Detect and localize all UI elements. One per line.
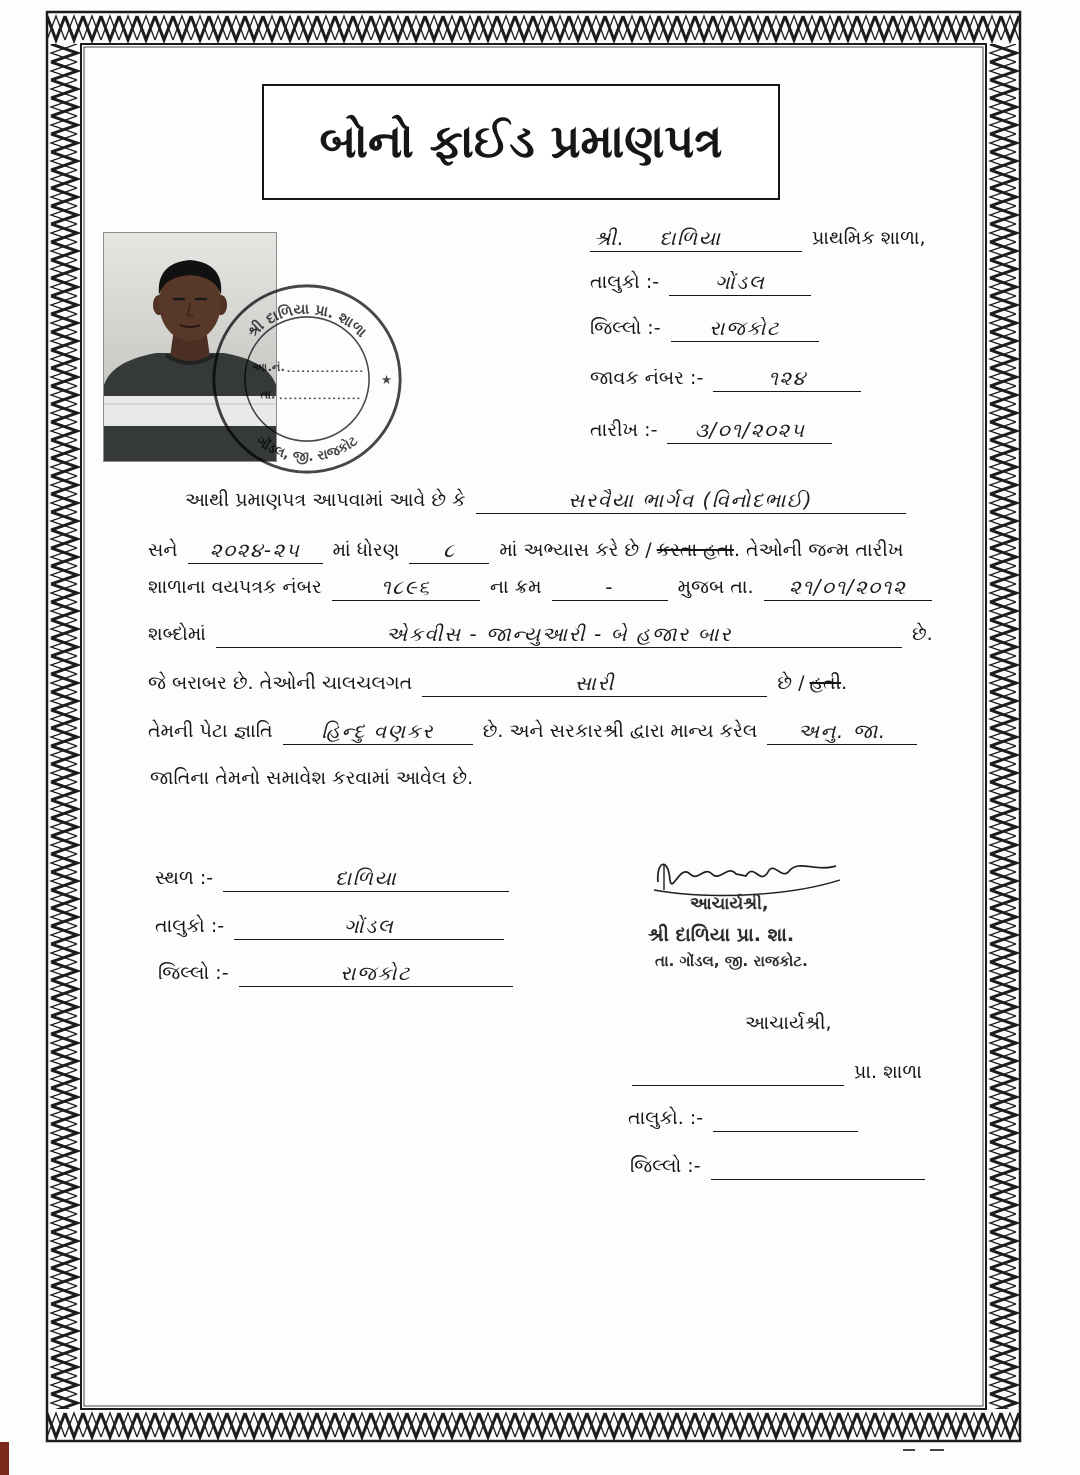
body-line-3 bbox=[148, 573, 936, 603]
footer-district-value: રાજકોટ bbox=[340, 961, 412, 985]
footer-taluka-value: ગોંડલ bbox=[344, 914, 395, 938]
header-district-field bbox=[671, 315, 819, 342]
register-value: ૧૮૯૬ bbox=[380, 575, 431, 599]
scan-edge-artifact bbox=[0, 1442, 9, 1475]
header-school-row bbox=[586, 224, 926, 254]
session-value: ૨૦૨૪-૨૫ bbox=[209, 538, 301, 562]
conduct-value: સારી bbox=[574, 671, 615, 695]
conduct-field bbox=[422, 670, 767, 697]
session-field bbox=[188, 537, 323, 564]
outward-number-label: જાવક નંબર :- bbox=[590, 367, 704, 389]
title-box bbox=[262, 84, 780, 200]
standard-field bbox=[409, 537, 489, 564]
principal-stamp-designation: આચાર્યશ્રી, bbox=[690, 894, 769, 914]
footer-place-label: સ્થળ :- bbox=[155, 867, 214, 889]
scan-edge-dash bbox=[930, 1449, 944, 1451]
birth-date-label: . તેઓની જન્મ તારીખ bbox=[733, 539, 904, 561]
body-line-2 bbox=[148, 536, 903, 566]
words-end: છે. bbox=[912, 623, 933, 645]
serial-label: ના ક્રમ bbox=[489, 576, 542, 598]
conduct-end: . bbox=[841, 672, 848, 694]
header-district-row bbox=[590, 314, 823, 344]
birth-date-field bbox=[764, 574, 932, 601]
stamp-star: ★ bbox=[380, 371, 393, 387]
header-district-value: રાજકોટ bbox=[709, 316, 781, 340]
footer-district-label: જિલ્લો :- bbox=[158, 962, 229, 984]
header-outward-row bbox=[590, 364, 865, 394]
svg-text:ગોંડલ, જી. રાજકોટ bbox=[253, 431, 361, 465]
body-line-1 bbox=[185, 486, 910, 516]
session-prefix: સને bbox=[148, 539, 178, 561]
border-left-band bbox=[47, 44, 81, 1409]
principal-school-suffix: પ્રા. શાળા bbox=[854, 1061, 922, 1083]
intro-text: આથી પ્રમાણપત્ર આપવામાં આવે છે કે bbox=[185, 489, 466, 511]
header-taluka-value: ગોંડલ bbox=[715, 270, 766, 294]
header-date-label: તારીખ :- bbox=[590, 419, 658, 441]
principal-designation: આચાર્યશ્રી, bbox=[745, 1012, 832, 1034]
header-date-field bbox=[667, 417, 832, 444]
study-text: માં અભ્યાસ કરે છે / bbox=[499, 539, 652, 561]
as-per-label: મુજબ તા. bbox=[677, 576, 754, 598]
category-field bbox=[767, 718, 917, 745]
conduct-suffix: છે / bbox=[777, 672, 805, 694]
footer-place-row bbox=[155, 864, 513, 894]
border-top-band bbox=[47, 12, 1020, 44]
outward-number-value: ૧૨૪ bbox=[768, 366, 807, 390]
school-name-value: દાળિયા bbox=[659, 226, 722, 250]
principal-school-row bbox=[628, 1058, 922, 1088]
stamp-inner-ring bbox=[245, 317, 369, 441]
subcaste-label: તેમની પેટા જ્ઞાતિ bbox=[148, 720, 273, 742]
header-taluka-row bbox=[590, 268, 815, 298]
standard-value: ૮ bbox=[443, 538, 456, 562]
school-type-label: પ્રાથમિક શાળા, bbox=[812, 227, 926, 249]
body-line-7 bbox=[150, 764, 473, 794]
category-label: છે. અને સરકારશ્રી દ્વારા માન્ય કરેલ bbox=[482, 720, 758, 742]
footer-district-field bbox=[239, 960, 513, 987]
footer-place-value: દાળિયા bbox=[335, 866, 398, 890]
border-bottom-band bbox=[47, 1409, 1020, 1441]
serial-field bbox=[552, 574, 668, 601]
header-date-value: ૩/૦૧/૨૦૨૫ bbox=[694, 418, 806, 442]
header-taluka-label: તાલુકો :- bbox=[590, 271, 660, 293]
school-prefix: શ્રી. bbox=[594, 226, 626, 250]
header-district-label: જિલ્લો :- bbox=[590, 317, 661, 339]
stamp-number-label: આ.નં. bbox=[252, 360, 285, 375]
principal-district-blank bbox=[711, 1153, 925, 1180]
header-date-row bbox=[590, 416, 836, 446]
register-label: શાળાના વયપત્રક નંબર bbox=[148, 576, 322, 598]
footer-district-row bbox=[158, 959, 517, 989]
stamp-bottom-text: ગોંડલ, જી. રાજકોટ bbox=[253, 433, 361, 466]
principal-district-label: જિલ્લો :- bbox=[630, 1155, 701, 1177]
words-label: શબ્દોમાં bbox=[148, 623, 206, 645]
school-name-field bbox=[590, 225, 802, 252]
birth-date-words-value: એકવીસ - જાન્યુઆરી - બે હજાર બાર bbox=[385, 622, 732, 646]
border-right-band bbox=[986, 44, 1020, 1409]
scan-edge-dash bbox=[903, 1449, 915, 1451]
standard-label: માં ધોરણ bbox=[332, 539, 400, 561]
stamp-top-text: શ્રી દાળિયા પ્રા. શાળા bbox=[244, 300, 370, 341]
conduct-label: જે બરાબર છે. તેઓની ચાલચલગત bbox=[148, 672, 413, 694]
register-field bbox=[332, 574, 480, 601]
header-taluka-field bbox=[669, 269, 811, 296]
principal-taluka-row bbox=[628, 1104, 862, 1134]
principal-stamp-address: તા. ગોંડલ, જી. રાજકોટ. bbox=[655, 952, 808, 970]
student-name-value: સરવૈયા ભાર્ગવ (વિનોદભાઈ) bbox=[568, 488, 814, 512]
footer-taluka-field bbox=[234, 913, 504, 940]
principal-taluka-blank bbox=[713, 1105, 858, 1132]
student-name-field bbox=[476, 487, 906, 514]
birth-date-words-field bbox=[216, 621, 902, 648]
certificate-title: બોનો ફાઈડ પ્રમાણપત્ર bbox=[319, 114, 723, 168]
principal-stamp-school: શ્રી દાળિયા પ્રા. શા. bbox=[648, 924, 795, 946]
category-value: અનુ. જા. bbox=[797, 719, 887, 743]
body-line-6 bbox=[148, 717, 921, 747]
body-line-4 bbox=[148, 620, 933, 650]
school-round-stamp bbox=[210, 282, 404, 476]
subcaste-field bbox=[283, 718, 473, 745]
footer-taluka-label: તાલુકો :- bbox=[155, 915, 225, 937]
birth-date-value: ૨૧/૦૧/૨૦૧૨ bbox=[789, 575, 907, 599]
principal-school-blank bbox=[632, 1059, 844, 1086]
serial-value: - bbox=[605, 575, 614, 599]
principal-taluka-label: તાલુકો. :- bbox=[628, 1107, 704, 1129]
footer-place-field bbox=[223, 865, 509, 892]
subcaste-value: હિન્દુ વણકર bbox=[321, 719, 435, 743]
signature-stroke bbox=[658, 864, 836, 883]
study-struck-text: કરતા હતા bbox=[656, 539, 734, 561]
principal-district-row bbox=[630, 1152, 929, 1182]
stamp-date-label: તા. bbox=[260, 387, 276, 402]
outward-number-field bbox=[713, 365, 861, 392]
closing-text: જાતિના તેમનો સમાવેશ કરવામાં આવેલ છે. bbox=[150, 767, 474, 789]
body-line-5 bbox=[148, 669, 847, 699]
footer-taluka-row bbox=[155, 912, 508, 942]
conduct-struck-text: હતી bbox=[809, 672, 842, 694]
